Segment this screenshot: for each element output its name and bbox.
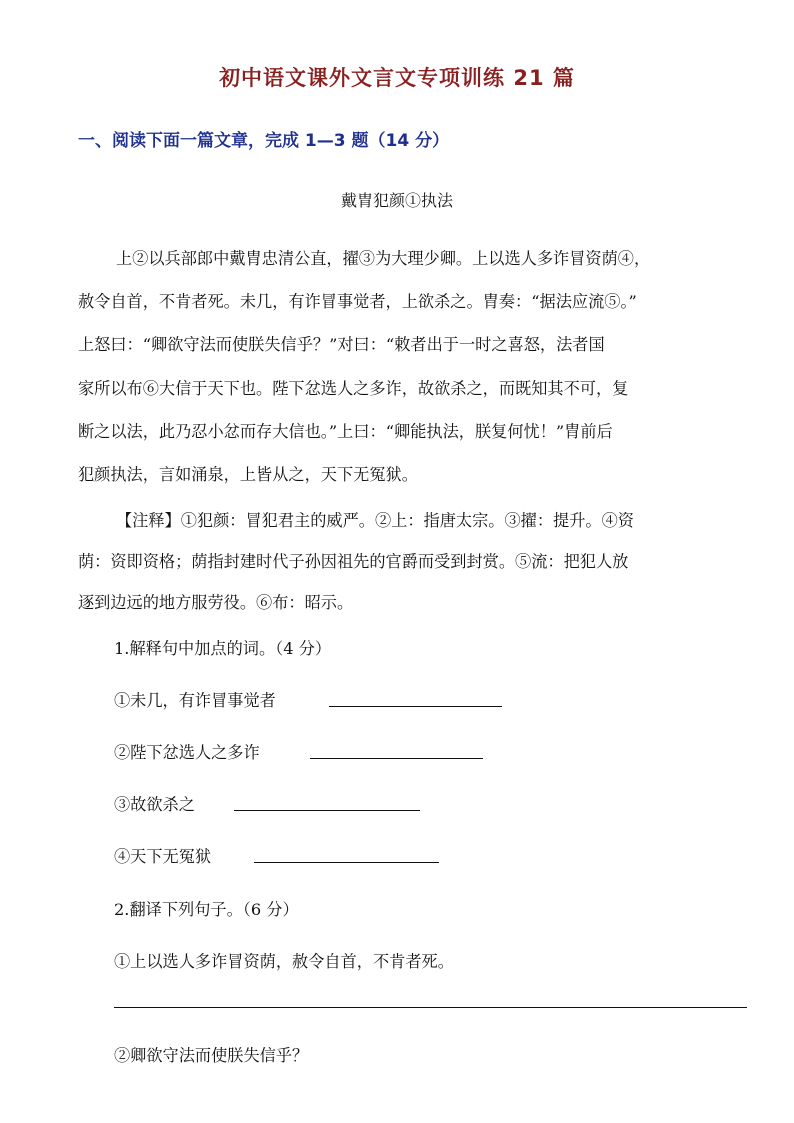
passage-line: 上怒曰：“卿欲守法而使朕失信乎？”对曰：“敕者出于一时之喜怒，法者国	[78, 335, 605, 355]
document-title: 初中语文课外文言文专项训练 21 篇	[219, 66, 575, 90]
answer-line[interactable]	[114, 1007, 747, 1008]
answer-blank[interactable]	[329, 706, 502, 707]
answer-blank[interactable]	[310, 758, 483, 759]
notes-line: 逐到边远的地方服劳役。⑥布：昭示。	[78, 593, 354, 612]
passage-title: 戴胄犯颜①执法	[340, 191, 453, 210]
annotation-notes	[78, 500, 728, 623]
notes-line: 【注释】①犯颜：冒犯君主的威严。②上：指唐太宗。③擢：提升。④资	[116, 511, 634, 530]
question-2-prompt: 2.翻译下列句子。（6 分）	[114, 900, 299, 919]
question-2-item: ①上以选人多诈冒资荫，赦令自首，不肯者死。	[114, 952, 454, 971]
question-1-item: ④天下无冤狱	[114, 847, 212, 866]
passage-body	[78, 237, 728, 496]
passage-line: 断之以法，此乃忍小忿而存大信也。”上曰：“卿能执法，朕复何忧！”胄前后	[78, 421, 613, 441]
question-1-item: ②陛下忿选人之多诈	[114, 743, 260, 762]
question-1-item: ①未几，有诈冒事觉者	[114, 691, 276, 710]
question-2-item: ②卿欲守法而使朕失信乎？	[114, 1046, 309, 1065]
question-1-prompt: 1.解释句中加点的词。（4 分）	[114, 639, 332, 658]
passage-line: 上②以兵部郎中戴胄忠清公直，擢③为大理少卿。上以选人多诈冒资荫④，	[116, 249, 651, 268]
question-1-item: ③故欲杀之	[114, 795, 195, 814]
passage-line: 赦令自首，不肯者死。未几，有诈冒事觉者，上欲杀之。胄奏：“据法应流⑤。”	[78, 292, 637, 312]
passage-line: 犯颜执法，言如涌泉，上皆从之，天下无冤狱。	[78, 465, 418, 485]
answer-blank[interactable]	[254, 862, 439, 863]
section-heading: 一、阅读下面一篇文章，完成 1—3 题（14 分）	[78, 131, 450, 151]
notes-line: 荫：资即资格；荫指封建时代子孙因祖先的官爵而受到封赏。⑤流：把犯人放	[78, 552, 629, 571]
passage-line: 家所以布⑥大信于天下也。陛下忿选人之多诈，故欲杀之，而既知其不可，复	[78, 378, 629, 398]
answer-blank[interactable]	[234, 810, 420, 811]
